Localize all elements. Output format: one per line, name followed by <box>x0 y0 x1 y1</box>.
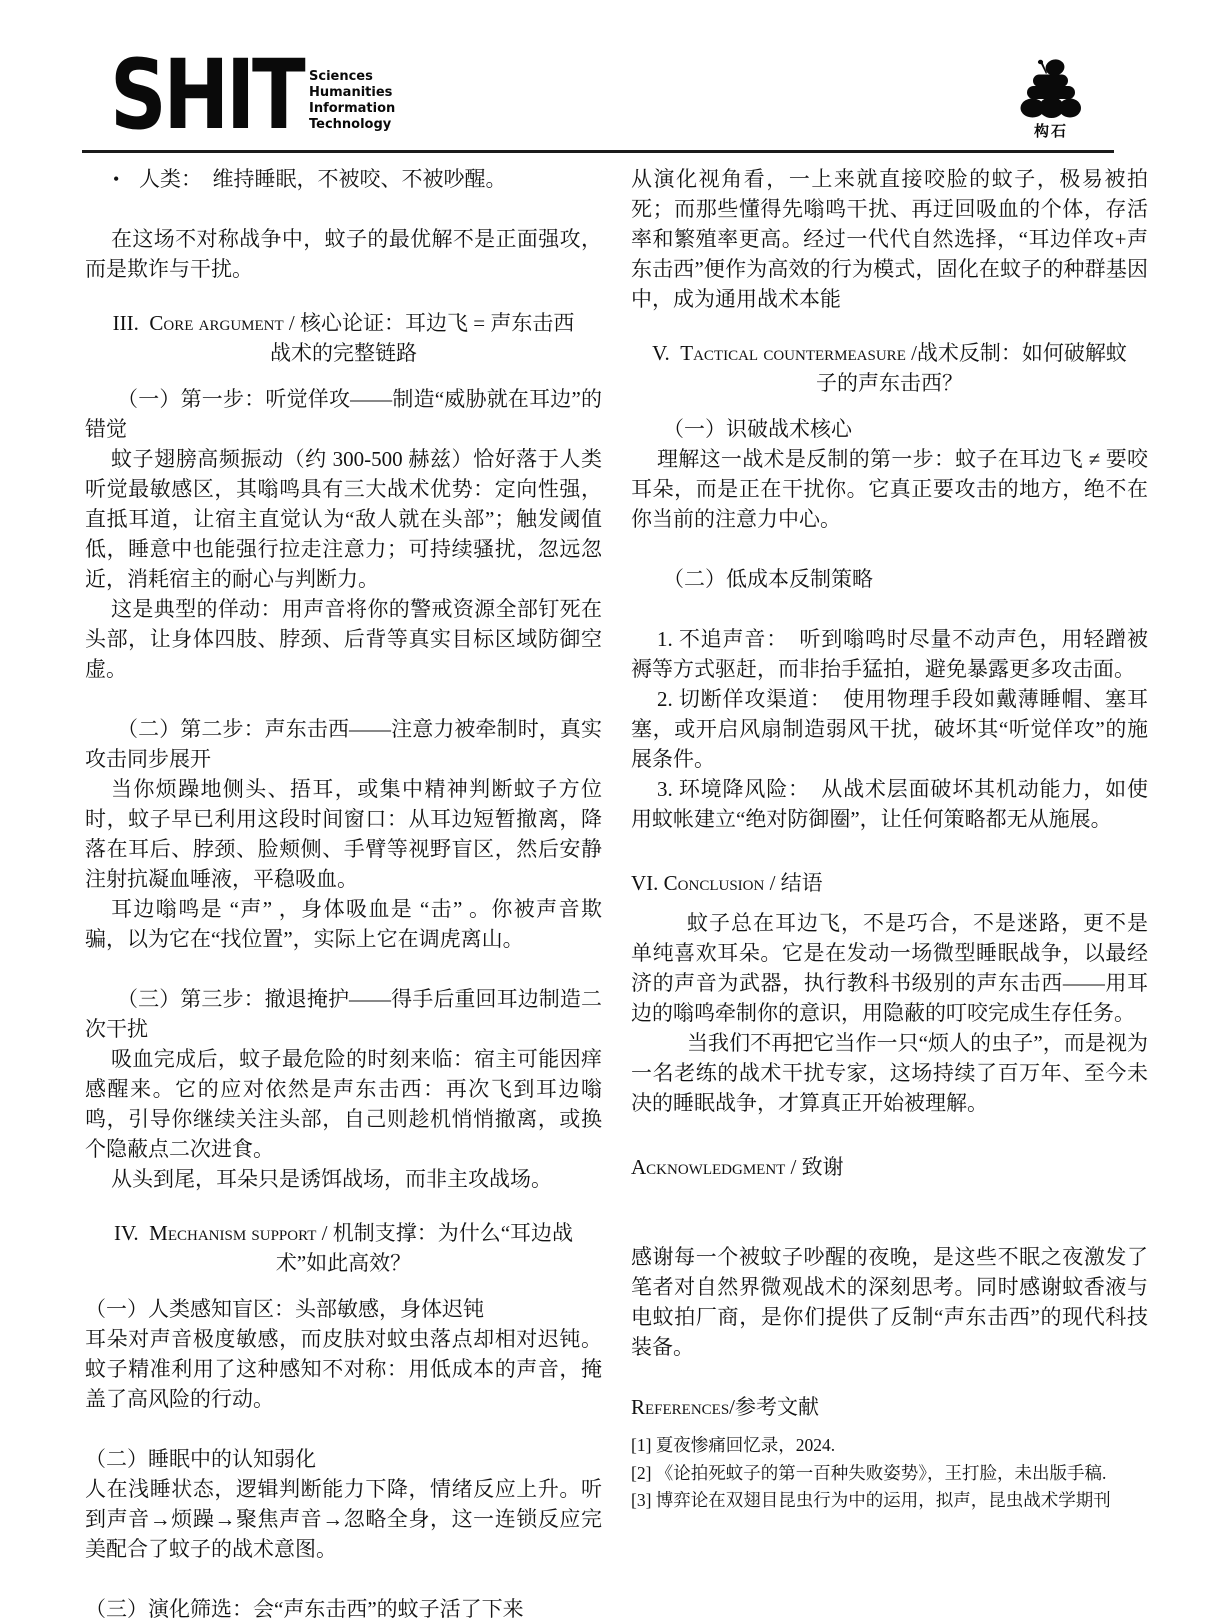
journal-logo-subtitle <box>309 69 395 133</box>
paragraph: 1. 不追声音： 听到嗡鸣时尽量不动声色，用轻蹭被褥等方式驱赶，而非抬手猛拍，避免暴露更多攻击面。 <box>631 627 1148 681</box>
section-heading: Acknowledgment / 致谢 <box>631 1155 844 1179</box>
section-heading: III. Core argument / 核心论证：耳边飞 = 声东击西战术的完整链路 <box>112 311 575 365</box>
reference-item: [1] 夏夜惨痛回忆录，2024. <box>631 1435 836 1455</box>
left-column <box>85 164 602 1624</box>
paragraph: 人在浅睡状态，逻辑判断能力下降，情绪反应上升。听到声音→烦躁→聚焦声音→忽略全身，这一连锁反应完美配合了蚊子的战术意图。 <box>85 1477 602 1561</box>
logo-subtitle-line: Information <box>309 101 396 116</box>
organization-name: 构石 <box>1033 122 1068 140</box>
section-heading: References/参考文献 <box>631 1395 820 1419</box>
header-divider <box>82 150 1114 153</box>
paragraph: （三）演化筛选：会“声东击西”的蚊子活了下来 <box>85 1597 524 1621</box>
bullet-term: 人类： <box>139 167 192 191</box>
paragraph: （一）第一步：听觉佯攻——制造“威胁就在耳边”的错觉 <box>85 387 602 441</box>
paragraph: 3. 环境降风险： 从战术层面破坏其机动能力，如使用蚊帐建立“绝对防御圈”，让任何策略都无从施展。 <box>631 777 1148 831</box>
paragraph: （二）第二步：声东击西——注意力被牵制时，真实攻击同步展开 <box>85 717 602 771</box>
paragraph: 从演化视角看，一上来就直接咬脸的蚊子，极易被拍死；而那些懂得先嗡鸣干扰、再迂回吸血的个体，存活率和繁殖率更高。经过一代代自然选择，“耳边佯攻+声东击西”便作为高效的行为模式，固化在蚊子的种群基因中，成为通用战术本能 <box>631 167 1148 311</box>
organization-logo <box>1008 58 1094 141</box>
paragraph: （二）睡眠中的认知弱化 <box>85 1447 316 1471</box>
logo-subtitle-line: Humanities <box>309 85 393 100</box>
paragraph: （二）低成本反制策略 <box>663 567 873 591</box>
paragraph: 理解这一战术是反制的第一步：蚊子在耳边飞 ≠ 要咬耳朵，而是正在干扰你。它真正要攻击的地方，绝不在你当前的注意力中心。 <box>631 447 1148 531</box>
logo-subtitle-line: Technology <box>309 117 392 132</box>
bullet-icon: • <box>113 169 120 189</box>
paragraph: 耳边嗡鸣是 “声” ，身体吸血是 “击” 。你被声音欺骗，以为它在“找位置”，实际上它在调虎离山。 <box>85 897 602 951</box>
section-heading: VI. Conclusion / 结语 <box>631 871 823 895</box>
stone-cairn-icon <box>1008 58 1094 120</box>
right-column <box>631 164 1148 1624</box>
paragraph: 耳朵对声音极度敏感，而皮肤对蚊虫落点却相对迟钝。蚊子精准利用了这种感知不对称：用低成本的声音，掩盖了高风险的行动。 <box>85 1327 602 1411</box>
paragraph: （三）第三步：撤退掩护——得手后重回耳边制造二次干扰 <box>85 987 602 1041</box>
paragraph: （一）识破战术核心 <box>663 417 852 441</box>
paragraph: 感谢每一个被蚊子吵醒的夜晚，是这些不眠之夜激发了笔者对自然界微观战术的深刻思考。同时感谢蚊香液与电蚊拍厂商，是你们提供了反制“声东击西”的现代科技装备。 <box>631 1245 1148 1359</box>
reference-item: [3] 博弈论在双翅目昆虫行为中的运用，拟声，昆虫战术学期刊 <box>631 1490 1111 1510</box>
paragraph: 吸血完成后，蚊子最危险的时刻来临：宿主可能因痒感醒来。它的应对依然是声东击西：再次飞到耳边嗡鸣，引导你继续关注头部，自己则趁机悄悄撤离，或换个隐蔽点二次进食。 <box>85 1047 602 1161</box>
paragraph: 2. 切断佯攻渠道： 使用物理手段如戴薄睡帽、塞耳塞，或开启风扇制造弱风干扰，破坏其“听觉佯攻”的施展条件。 <box>631 687 1148 771</box>
reference-item: [2] 《论拍死蚊子的第一百种失败姿势》，王打脸，未出版手稿. <box>631 1462 1107 1483</box>
masthead <box>0 0 1224 152</box>
section-heading: V. Tactical countermeasure /战术反制：如何破解蚊子的声东击西？ <box>652 341 1127 395</box>
bullet-item: • 人类： 维持睡眠，不被咬、不被吵醒。 <box>85 164 602 194</box>
article-body <box>85 164 1148 1624</box>
section-heading: IV. Mechanism support / 机制支撑：为什么“耳边战术”如此高效？ <box>113 1221 574 1275</box>
paragraph: 这是典型的佯动：用声音将你的警戒资源全部钉死在头部，让身体四肢、脖颈、后背等真实目标区域防御空虚。 <box>85 597 602 681</box>
paragraph: 在这场不对称战争中，蚊子的最优解不是正面强攻，而是欺诈与干扰。 <box>85 227 602 281</box>
logo-subtitle-line: Sciences <box>309 69 373 84</box>
paragraph: 当你烦躁地侧头、捂耳，或集中精神判断蚊子方位时，蚊子早已利用这段时间窗口：从耳边短暂撤离，降落在耳后、脖颈、脸颊侧、手臂等视野盲区，然后安静注射抗凝血唾液，平稳吸血。 <box>85 777 602 891</box>
journal-logo: SHIT <box>110 39 303 151</box>
paragraph: （一）人类感知盲区：头部敏感，身体迟钝 <box>85 1297 484 1321</box>
paragraph: 当我们不再把它当作一只“烦人的虫子”，而是视为一名老练的战术干扰专家，这场持续了百万年、至今未决的睡眠战争，才算真正开始被理解。 <box>631 1031 1148 1115</box>
paragraph: 蚊子翅膀高频振动（约 300-500 赫兹）恰好落于人类听觉最敏感区，其嗡鸣具有三大战术优势：定向性强，直抵耳道，让宿主直觉认为“敌人就在头部”；触发阈值低，睡意中也能强行拉走注意力；可持续骚扰，忽远忽近，消耗宿主的耐心与判断力。 <box>85 447 602 591</box>
paragraph: 蚊子总在耳边飞，不是巧合，不是迷路，更不是单纯喜欢耳朵。它是在发动一场微型睡眠战争，以最经济的声音为武器，执行教科书级别的声东击西——用耳边的嗡鸣牵制你的意识，用隐蔽的叮咬完成生存任务。 <box>631 911 1148 1025</box>
paragraph: 从头到尾，耳朵只是诱饵战场，而非主攻战场。 <box>111 1167 552 1191</box>
